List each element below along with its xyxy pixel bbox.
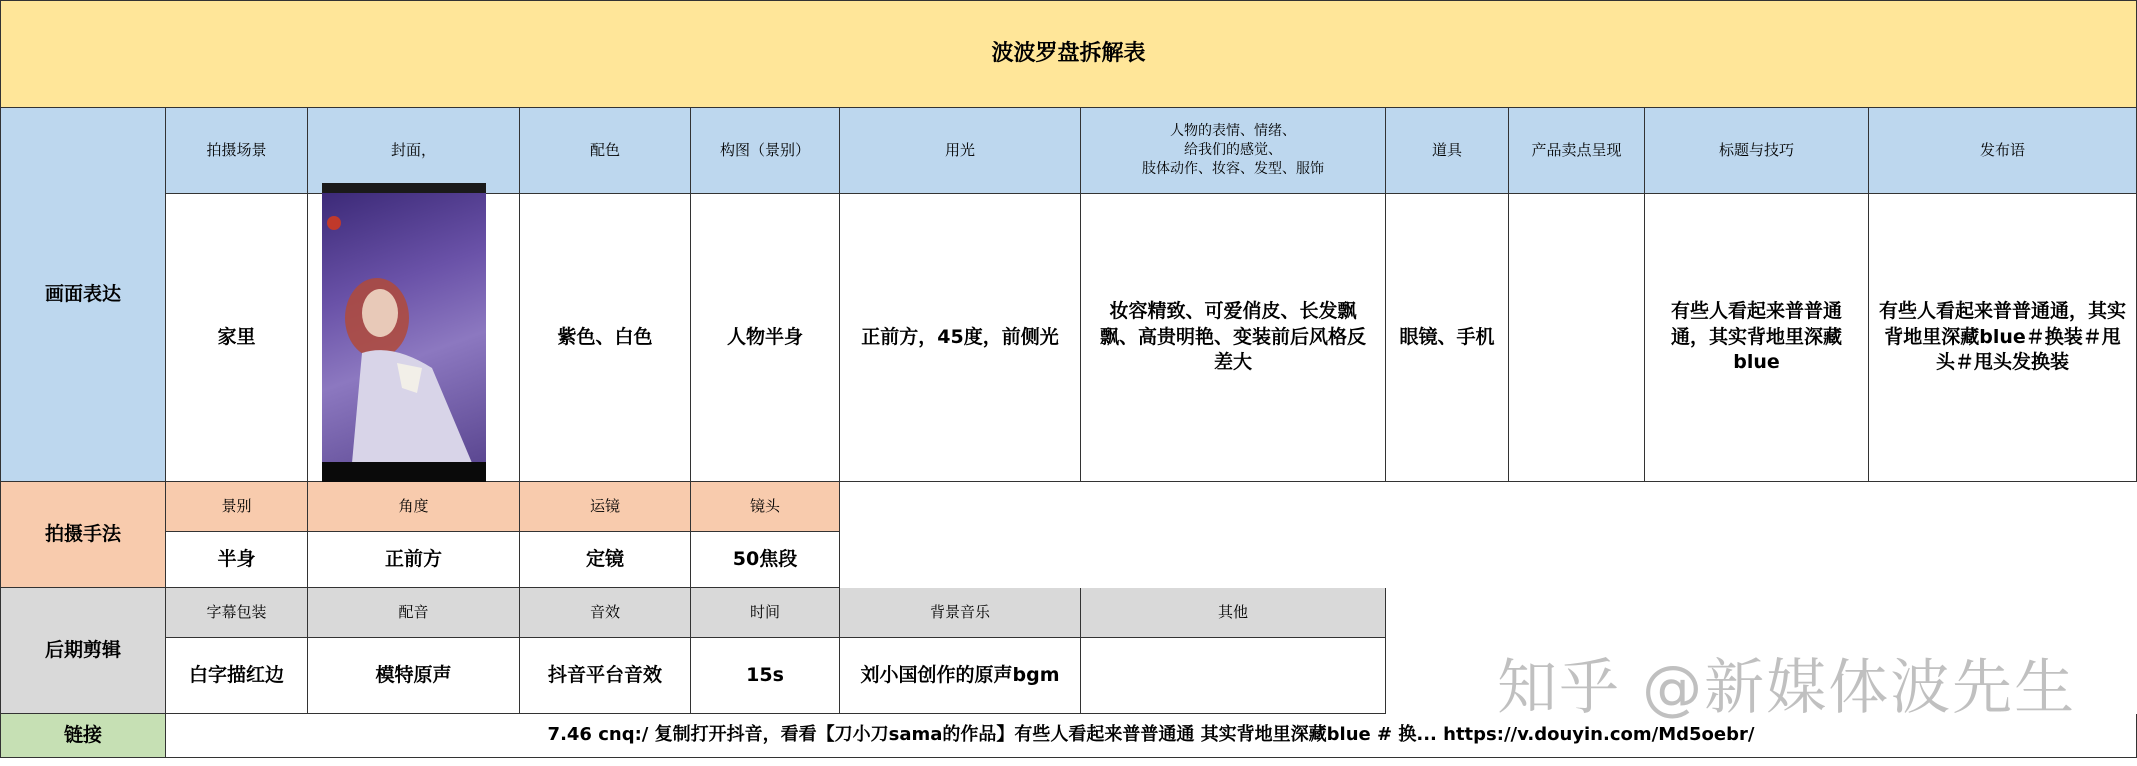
section-label-visual: 画面表达 <box>0 108 166 482</box>
cover-bottom-bar <box>322 462 486 484</box>
value-title-tips: 有些人看起来普普通通，其实背地里深藏blue <box>1645 194 1869 482</box>
value-angle: 正前方 <box>308 532 520 588</box>
header-voiceover: 配音 <box>308 588 520 638</box>
value-expression: 妆容精致、可爱俏皮、长发飘飘、高贵明艳、变装前后风格反差大 <box>1081 194 1386 482</box>
section-label-link: 链接 <box>0 714 166 758</box>
header-selling-points: 产品卖点呈现 <box>1509 108 1645 194</box>
header-other: 其他 <box>1081 588 1386 638</box>
value-sound-effects: 抖音平台音效 <box>520 638 691 714</box>
header-lighting: 用光 <box>840 108 1081 194</box>
header-sound-effects: 音效 <box>520 588 691 638</box>
section-label-shooting: 拍摄手法 <box>0 482 166 588</box>
header-shot-size: 景别 <box>166 482 308 532</box>
header-bgm: 背景音乐 <box>840 588 1081 638</box>
value-voiceover: 模特原声 <box>308 638 520 714</box>
header-props: 道具 <box>1386 108 1509 194</box>
link-text[interactable]: 7.46 cnq:/ 复制打开抖音，看看【刀小刀sama的作品】有些人看起来普普通通 其实背地里深藏blue # 换... https://v.douyin.com/Md5oebr/ <box>166 714 2137 758</box>
cover-illustration <box>322 193 486 463</box>
value-scene: 家里 <box>166 194 308 482</box>
header-expression: 人物的表情、情绪、 给我们的感觉、 肢体动作、妆容、发型、服饰 <box>1081 108 1386 194</box>
value-subtitle-style: 白字描红边 <box>166 638 308 714</box>
value-bgm: 刘小国创作的原声bgm <box>840 638 1081 714</box>
value-shot-size: 半身 <box>166 532 308 588</box>
header-cover: 封面， <box>308 108 520 194</box>
header-camera-move: 运镜 <box>520 482 691 532</box>
cover-photo <box>322 193 486 463</box>
value-other <box>1081 638 1386 714</box>
page-title: 波波罗盘拆解表 <box>0 0 2137 108</box>
header-title-tips: 标题与技巧 <box>1645 108 1869 194</box>
value-color: 紫色、白色 <box>520 194 691 482</box>
header-duration: 时间 <box>691 588 840 638</box>
value-props: 眼镜、手机 <box>1386 194 1509 482</box>
section-label-editing: 后期剪辑 <box>0 588 166 714</box>
header-subtitle-style: 字幕包装 <box>166 588 308 638</box>
value-lens: 50焦段 <box>691 532 840 588</box>
value-camera-move: 定镜 <box>520 532 691 588</box>
header-post-text: 发布语 <box>1869 108 2137 194</box>
cover-image <box>322 183 486 484</box>
value-lighting: 正前方，45度，前侧光 <box>840 194 1081 482</box>
header-lens: 镜头 <box>691 482 840 532</box>
header-angle: 角度 <box>308 482 520 532</box>
watermark: 知乎 @新媒体波先生 <box>1497 653 2077 723</box>
header-scene: 拍摄场景 <box>166 108 308 194</box>
value-composition: 人物半身 <box>691 194 840 482</box>
header-composition: 构图（景别） <box>691 108 840 194</box>
value-duration: 15s <box>691 638 840 714</box>
value-post-text: 有些人看起来普普通通，其实背地里深藏blue＃换装＃甩头＃甩头发换装 <box>1869 194 2137 482</box>
value-selling-points <box>1509 194 1645 482</box>
header-color: 配色 <box>520 108 691 194</box>
